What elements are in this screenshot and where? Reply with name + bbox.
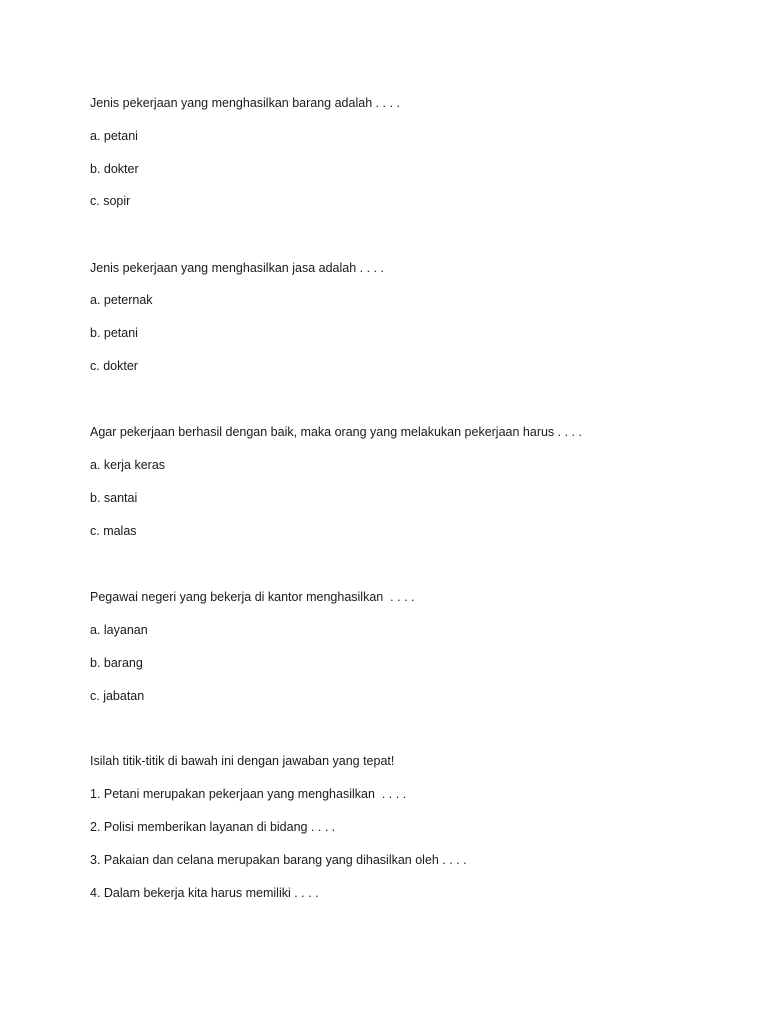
fill-item-3: 3. Pakaian dan celana merupakan barang yang dihasilkan oleh . . . . bbox=[90, 853, 467, 867]
question-1-option-b: b. dokter bbox=[90, 162, 139, 176]
question-4-option-c: c. jabatan bbox=[90, 689, 145, 703]
fill-item-1: 1. Petani merupakan pekerjaan yang menghasilkan . . . . bbox=[90, 787, 407, 801]
fill-item-2: 2. Polisi memberikan layanan di bidang . . . . bbox=[90, 820, 336, 834]
question-2-prompt: Jenis pekerjaan yang menghasilkan jasa adalah . . . . bbox=[90, 261, 384, 275]
question-2-option-b: b. petani bbox=[90, 326, 138, 340]
question-1-option-a: a. petani bbox=[90, 129, 138, 143]
question-3-option-b: b. santai bbox=[90, 491, 138, 505]
question-1-prompt: Jenis pekerjaan yang menghasilkan barang adalah . . . . bbox=[90, 96, 400, 110]
question-3-option-c: c. malas bbox=[90, 524, 137, 538]
fill-item-4: 4. Dalam bekerja kita harus memiliki . . . . bbox=[90, 886, 319, 900]
question-3-option-a: a. kerja keras bbox=[90, 458, 166, 472]
question-1-option-c: c. sopir bbox=[90, 194, 131, 208]
question-2-option-c: c. dokter bbox=[90, 359, 138, 373]
question-2-option-a: a. peternak bbox=[90, 293, 153, 307]
question-4-prompt: Pegawai negeri yang bekerja di kantor menghasilkan . . . . bbox=[90, 590, 415, 604]
question-4-option-a: a. layanan bbox=[90, 623, 148, 637]
question-3-prompt: Agar pekerjaan berhasil dengan baik, maka orang yang melakukan pekerjaan harus . . . . bbox=[90, 425, 582, 439]
fill-section-instruction: Isilah titik-titik di bawah ini dengan jawaban yang tepat! bbox=[90, 754, 395, 768]
question-4-option-b: b. barang bbox=[90, 656, 143, 670]
